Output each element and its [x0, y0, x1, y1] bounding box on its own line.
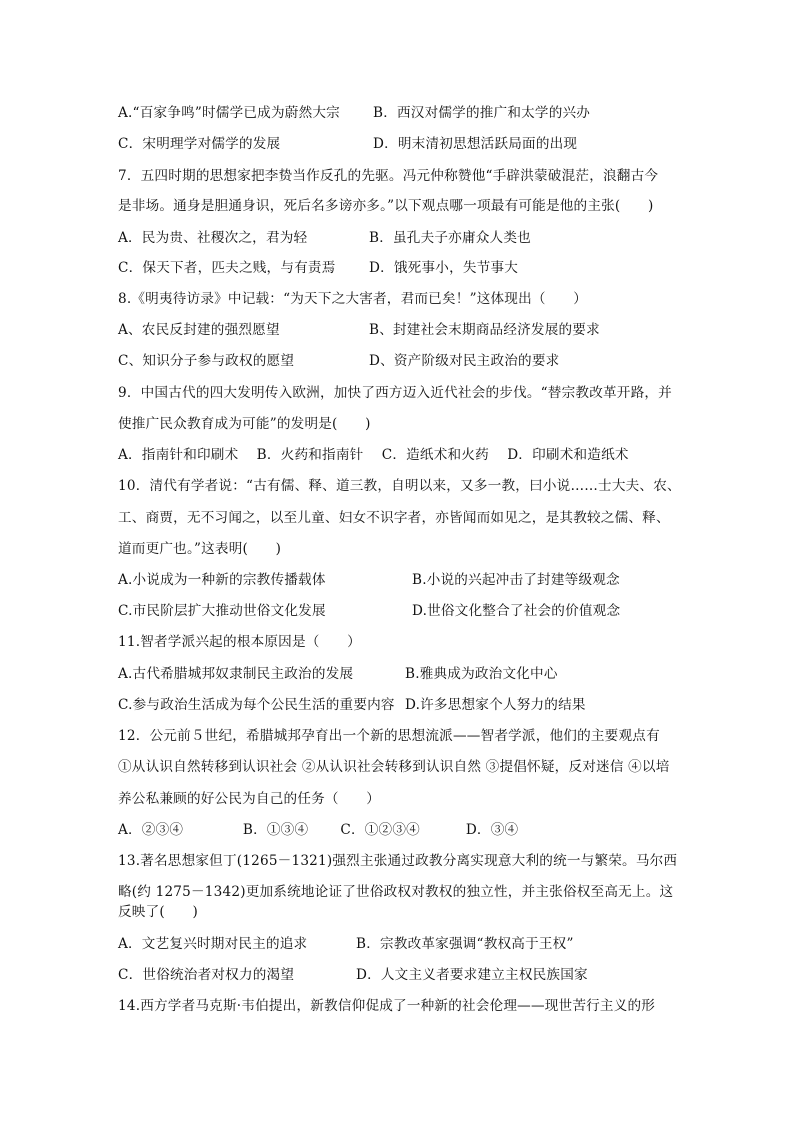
q12-stem-line1: 12．公元前５世纪，希腊城邦孕育出一个新的思想流派——智者学派，他们的主要观点有 [118, 728, 660, 744]
q8-options-ab: A、农民反封建的强烈愿望 B、封建社会末期商品经济发展的要求 [118, 322, 600, 338]
q10-stem-line1: 10．清代有学者说：“古有儒、释、道三教，自明以来，又多一教，曰小说……士大夫、农、 [118, 478, 681, 494]
q11-options-cd: C.参与政治生活成为每个公民生活的重要内容 D.许多思想家个人努力的结果 [118, 697, 586, 713]
q13-stem-line2: 略(约 1275－1342)更加系统地论证了世俗政权对教权的独立性，并主张俗权至高无上。这 [118, 884, 674, 900]
q12-options: A．②③④ B．①③④ C．①②③④ D．③④ [118, 822, 519, 838]
q12-stem-line2: ①从认识自然转移到认识社会 ②从认识社会转移到认识自然 ③提倡怀疑，反对迷信 ④以培 [118, 759, 670, 775]
q13-options-cd: C．世俗统治者对权力的渴望 D．人文主义者要求建立主权民族国家 [118, 967, 588, 983]
q11-options-ab: A.古代希腊城邦奴隶制民主政治的发展 B.雅典成为政治文化中心 [118, 666, 558, 682]
q10-options-cd: C.市民阶层扩大推动世俗文化发展 D.世俗文化整合了社会的价值观念 [118, 603, 621, 619]
q8-stem: 8.《明夷待访录》中记载：“为天下之大害者，君而已矣！”这体现出（ ） [118, 291, 588, 307]
q6-options-cd: C．宋明理学对儒学的发展 D．明末清初思想活跃局面的出现 [118, 136, 578, 152]
q7-options-cd: C．保天下者，匹夫之贱，与有责焉 D．饿死事小，失节事大 [118, 260, 519, 276]
q9-stem-line1: 9．中国古代的四大发明传入欧洲，加快了西方迈入近代社会的步伐。“替宗教改革开路，并 [118, 385, 672, 401]
q10-stem-line2: 工、商贾，无不习闻之，以至儿童、妇女不识字者，亦皆闻而如见之，是其教较之儒、释、 [118, 510, 670, 526]
q14-stem-line1: 14.西方学者马克斯·韦伯提出，新教信仰促成了一种新的社会伦理——现世苦行主义的形 [118, 998, 656, 1014]
q13-stem-line3: 反映了( ) [118, 904, 198, 920]
q13-stem-line1: 13.著名思想家但丁(1265－1321)强烈主张通过政教分离实现意大利的统一与繁荣。马尔西 [118, 853, 678, 869]
q9-options: A．指南针和印刷术 B．火药和指南针 C．造纸术和火药 D．印刷术和造纸术 [118, 447, 629, 463]
q7-stem-line2: 是非场。通身是胆通身识，死后名多谤亦多。”以下观点哪一项最有可能是他的主张( ) [118, 198, 654, 214]
q8-options-cd: C、知识分子参与政权的愿望 D、资产阶级对民主政治的要求 [118, 353, 560, 369]
q7-stem-line1: 7．五四时期的思想家把李贽当作反孔的先驱。冯元仲称赞他“手辟洪蒙破混茫，浪翻古今 [118, 168, 659, 184]
q10-stem-line3: 道而更广也。”这表明( ) [118, 541, 282, 557]
q10-options-ab: A.小说成为一种新的宗教传播载体 B.小说的兴起冲击了封建等级观念 [118, 572, 620, 588]
q11-stem: 11.智者学派兴起的根本原因是（ ） [118, 634, 361, 650]
q9-stem-line2: 使推广民众教育成为可能”的发明是( ) [118, 416, 371, 432]
q6-options-ab: A.“百家争鸣”时儒学已成为蔚然大宗 B．西汉对儒学的推广和太学的兴办 [118, 105, 591, 121]
q12-stem-line3: 养公私兼顾的好公民为自己的任务（ ） [118, 791, 381, 807]
q7-options-ab: A．民为贵、社稷次之，君为轻 B．虽孔夫子亦庸众人类也 [118, 230, 531, 246]
q13-options-ab: A．文艺复兴时期对民主的追求 B．宗教改革家强调“教权高于王权” [118, 936, 574, 952]
